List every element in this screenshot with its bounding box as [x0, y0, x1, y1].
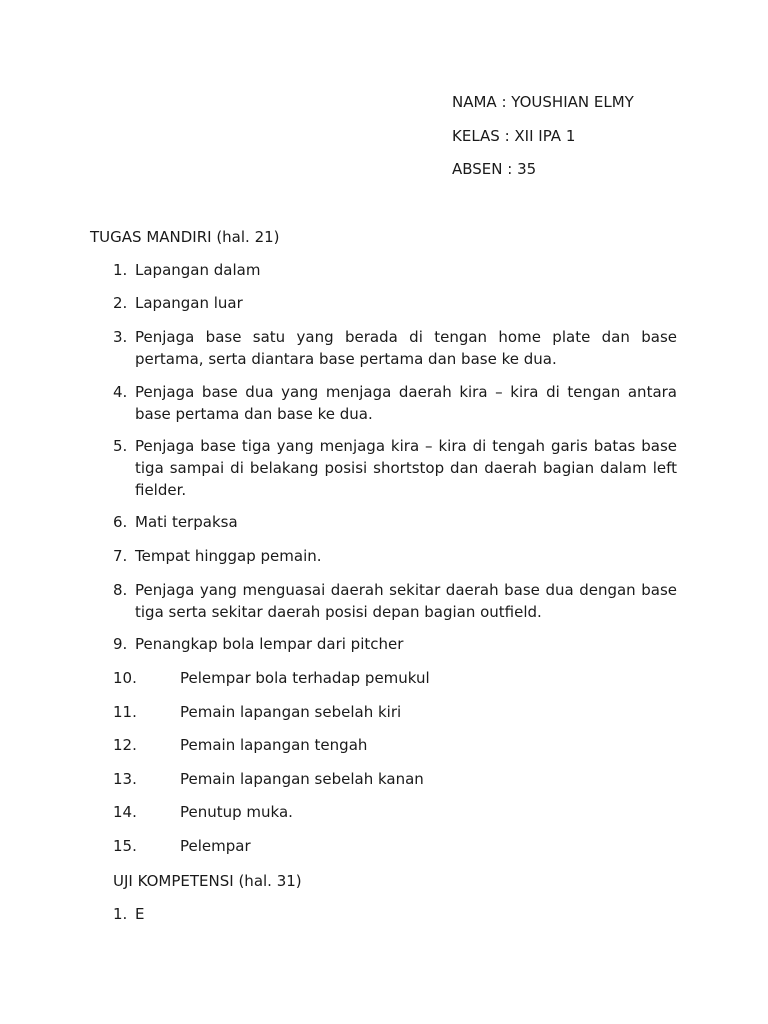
item-number: 7.: [113, 547, 128, 565]
student-absence-number: ABSEN : 35: [452, 160, 537, 178]
item-number: 1.: [113, 261, 128, 279]
item-text: Penjaga base dua yang menjaga daerah kira – kira di tengan antara base pertama dan base ke dua.: [135, 383, 677, 423]
item-text: Penjaga base satu yang berada di tengan home plate dan base pertama, serta diantara base pertama dan base ke dua.: [135, 328, 677, 368]
item-text: Penjaga base tiga yang menjaga kira – kira di tengah garis batas base tiga sampai di belakang posisi shortstop dan daerah bagian dalam left fielder.: [135, 437, 677, 499]
list-item: [113, 511, 677, 533]
list-item: [113, 734, 677, 756]
student-name: NAMA : YOUSHIAN ELMY: [452, 93, 634, 111]
item-number: 3.: [113, 328, 128, 346]
list-item: [113, 292, 677, 314]
item-text: Pemain lapangan sebelah kanan: [180, 770, 424, 788]
item-text: Tempat hinggap pemain.: [135, 547, 322, 565]
list-item: [113, 903, 677, 925]
section-title-uji-kompetensi: UJI KOMPETENSI (hal. 31): [113, 872, 302, 890]
section-title-tugas-mandiri: TUGAS MANDIRI (hal. 21): [90, 228, 280, 246]
item-number: 15.: [113, 837, 137, 855]
item-text: Pemain lapangan tengah: [180, 736, 368, 754]
list-item: [113, 435, 677, 501]
item-text: Penjaga yang menguasai daerah sekitar daerah base dua dengan base tiga serta sekitar daerah posisi depan bagian outfield.: [135, 581, 677, 621]
item-number: 8.: [113, 581, 128, 599]
list-item: [113, 633, 677, 655]
item-number: 4.: [113, 383, 128, 401]
list-item: [113, 801, 677, 823]
item-number: 10.: [113, 669, 137, 687]
list-item: [113, 579, 677, 623]
list-item: [113, 835, 677, 857]
item-text: Penangkap bola lempar dari pitcher: [135, 635, 404, 653]
item-number: 13.: [113, 770, 137, 788]
item-number: 6.: [113, 513, 128, 531]
item-text: Pelempar bola terhadap pemukul: [180, 669, 430, 687]
item-number: 2.: [113, 294, 128, 312]
item-text: Penutup muka.: [180, 803, 293, 821]
list-item: [113, 768, 677, 790]
list-item: [113, 667, 677, 689]
item-text: Mati terpaksa: [135, 513, 238, 531]
item-number: 11.: [113, 703, 137, 721]
item-text: E: [135, 905, 145, 923]
student-class: KELAS : XII IPA 1: [452, 126, 576, 145]
item-text: Pelempar: [180, 837, 251, 855]
item-number: 9.: [113, 635, 128, 653]
student-identity-block: [452, 91, 634, 192]
item-text: Pemain lapangan sebelah kiri: [180, 703, 402, 721]
list-item: [113, 381, 677, 425]
list-item: [113, 326, 677, 370]
list-item: [113, 545, 677, 567]
item-number: 12.: [113, 736, 137, 754]
item-number: 5.: [113, 437, 128, 455]
item-text: Lapangan dalam: [135, 261, 261, 279]
item-text: Lapangan luar: [135, 294, 243, 312]
item-number: 14.: [113, 803, 137, 821]
list-item: [113, 701, 677, 723]
list-item: [113, 259, 677, 281]
item-number: 1.: [113, 905, 128, 923]
